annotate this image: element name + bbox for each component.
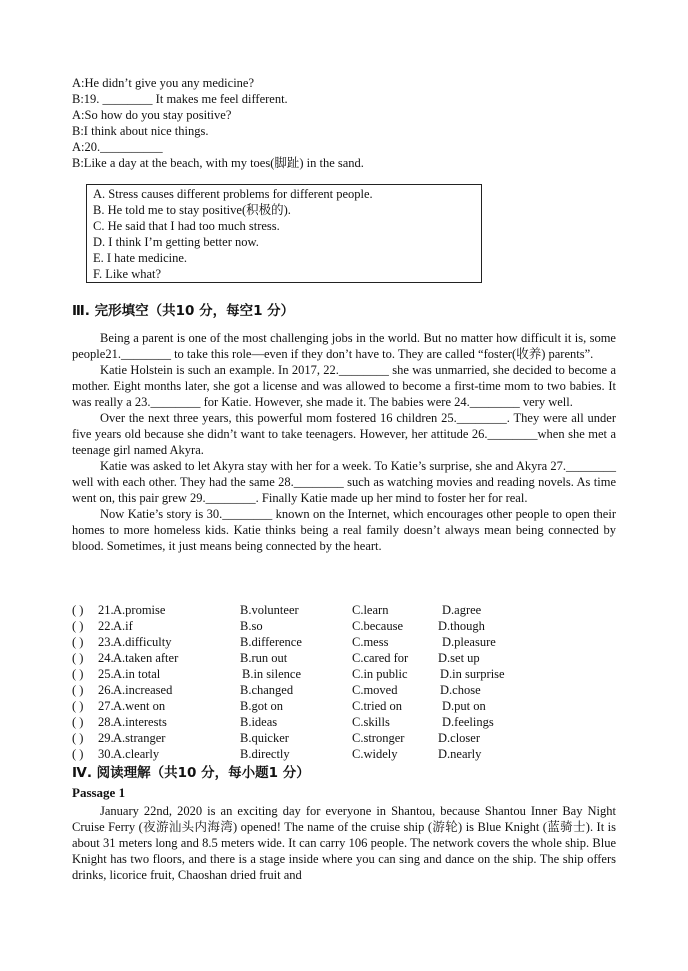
choice-d: D.chose: [440, 683, 481, 697]
choice-a: A.went on: [113, 699, 166, 713]
choice-a: A.stranger: [113, 731, 166, 745]
question-number: 25.: [98, 667, 114, 681]
choice-b: B.difference: [240, 635, 302, 649]
choice-a: A.promise: [113, 603, 166, 617]
choice-a: A.taken after: [113, 651, 179, 665]
choice-b: B.changed: [240, 683, 294, 697]
answer-paren[interactable]: ( ): [72, 635, 84, 649]
choice-b: B.got on: [240, 699, 284, 713]
choice-c: C.mess: [352, 635, 389, 649]
choice-b: B.so: [240, 619, 263, 633]
section-title-cloze: Ⅲ. 完形填空（共10 分，每空1 分）: [72, 303, 295, 319]
choice-b: B.ideas: [240, 715, 278, 729]
choice-a: A.interests: [113, 715, 167, 729]
choice-c: C.widely: [352, 747, 398, 761]
choice-d: D.pleasure: [442, 635, 496, 649]
choice-d: D.nearly: [438, 747, 482, 761]
cloze-paragraph: Over the next three years, this powerful mom fostered 16 children 25.________. They were all under five years old because she didn’t want to take teenagers. However, her attitude 26.________when she met a teenage girl named Akyra.: [72, 411, 616, 457]
question-number: 27.: [98, 699, 114, 713]
question-number: 29.: [98, 731, 114, 745]
choice-c: C.cared for: [352, 651, 409, 665]
answer-paren[interactable]: ( ): [72, 731, 84, 745]
choice-d: D.in surprise: [440, 667, 505, 681]
option-item: E. I hate medicine.: [93, 251, 188, 265]
cloze-paragraph: Katie was asked to let Akyra stay with her for a week. To Katie’s surprise, she and Akyra 27.________ well with each other. They had the same 28.________ such as watching movies and reading novels. As time went on, this pair grew 29.________. Finally Katie made up her mind to foster her for real.: [72, 459, 616, 505]
choice-d: D.put on: [442, 699, 486, 713]
question-number: 23.: [98, 635, 114, 649]
choice-a: A.increased: [113, 683, 173, 697]
choice-d: D.agree: [442, 603, 482, 617]
dialogue-line: B:Like a day at the beach, with my toes(脚趾) in the sand.: [72, 156, 364, 170]
option-item: B. He told me to stay positive(积极的).: [93, 203, 291, 217]
choice-c: C.because: [352, 619, 404, 633]
section-title-reading: Ⅳ. 阅读理解（共10 分，每小题1 分）: [72, 765, 310, 781]
question-number: 30.: [98, 747, 114, 761]
dialogue-line: A:20.__________: [72, 140, 163, 154]
choice-d: D.feelings: [442, 715, 494, 729]
dialogue-line: B:I think about nice things.: [72, 124, 209, 138]
dialogue-line: A:He didn’t give you any medicine?: [72, 76, 255, 90]
dialogue-line: B:19. ________ It makes me feel different.: [72, 92, 288, 106]
answer-paren[interactable]: ( ): [72, 603, 84, 617]
option-item: A. Stress causes different problems for different people.: [93, 187, 373, 201]
choice-d: D.though: [438, 619, 485, 633]
choice-c: C.moved: [352, 683, 398, 697]
choice-a: A.if: [113, 619, 133, 633]
passage-title: Passage 1: [72, 785, 126, 800]
choice-c: C.in public: [352, 667, 408, 681]
choice-a: A.clearly: [113, 747, 160, 761]
answer-options-box: [86, 184, 482, 283]
answer-paren[interactable]: ( ): [72, 747, 84, 761]
choice-c: C.learn: [352, 603, 389, 617]
option-item: D. I think I’m getting better now.: [93, 235, 259, 249]
question-number: 28.: [98, 715, 114, 729]
question-number: 24.: [98, 651, 114, 665]
question-number: 26.: [98, 683, 114, 697]
option-item: C. He said that I had too much stress.: [93, 219, 280, 233]
question-number: 22.: [98, 619, 114, 633]
reading-passage: [72, 803, 616, 883]
choice-c: C.tried on: [352, 699, 402, 713]
choice-b: B.directly: [240, 747, 290, 761]
question-number: 21.: [98, 603, 114, 617]
cloze-paragraph: Katie Holstein is such an example. In 2017, 22.________ she was unmarried, she decided to become a mother. Eight months later, she got a license and was allowed to become a first-time mom to two babies. It was really a 23.________ for Katie. However, she made it. The babies were 24.________ very well.: [72, 363, 616, 409]
passage-paragraph: January 22nd, 2020 is an exciting day for everyone in Shantou, because Shantou Inner Bay Night Cruise Ferry (夜游汕头内海湾) opened! The name of the cruise ship (游轮) is Blue Knight (蓝骑士). It is about 31 meters long and 8.5 meters wide. It can carry 106 people. The network covers the whole ship. Blue Knight has two floors, and there is a stage inside where you can sing and dance on the ship. The ship offers drinks, licorice fruit, Chaoshan dried fruit and: [72, 804, 616, 882]
answer-paren[interactable]: ( ): [72, 699, 84, 713]
answer-paren[interactable]: ( ): [72, 715, 84, 729]
answer-paren[interactable]: ( ): [72, 667, 84, 681]
answer-paren[interactable]: ( ): [72, 619, 84, 633]
choice-d: D.closer: [438, 731, 480, 745]
choice-c: C.skills: [352, 715, 390, 729]
choice-b: B.run out: [240, 651, 288, 665]
answer-paren[interactable]: ( ): [72, 683, 84, 697]
choice-b: B.quicker: [240, 731, 289, 745]
choice-a: A.difficulty: [113, 635, 172, 649]
choice-b: B.in silence: [242, 667, 302, 681]
cloze-passage: [72, 330, 616, 554]
cloze-paragraph: Being a parent is one of the most challenging jobs in the world. But no matter how difficult it is, some people21.________ to take this role—even if they don’t have to. They are called “foster(收养) parents”.: [72, 331, 616, 361]
cloze-paragraph: Now Katie’s story is 30.________ known on the Internet, which encourages other people to open their homes to more homeless kids. Katie thinks being a real family doesn’t always mean being connected by blood. Sometimes, it just means being connected by the heart.: [72, 507, 616, 553]
choice-d: D.set up: [438, 651, 480, 665]
answer-paren[interactable]: ( ): [72, 651, 84, 665]
option-item: F. Like what?: [93, 267, 162, 281]
choice-a: A.in total: [113, 667, 161, 681]
dialogue-line: A:So how do you stay positive?: [72, 108, 232, 122]
choice-c: C.stronger: [352, 731, 405, 745]
choice-b: B.volunteer: [240, 603, 299, 617]
